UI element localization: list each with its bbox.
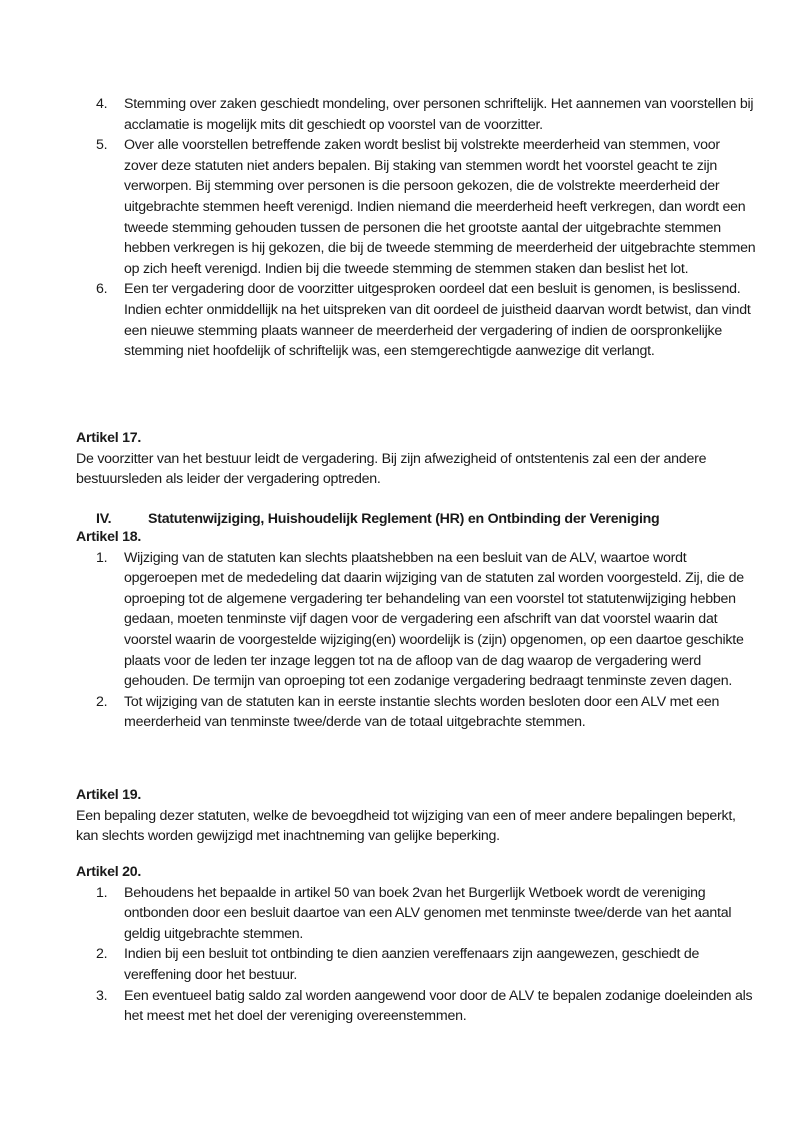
item-number: 2. <box>96 946 108 963</box>
article-20 <box>76 862 756 1027</box>
list-item <box>76 986 756 1027</box>
item-number: 6. <box>96 281 108 298</box>
list-item <box>76 692 756 733</box>
article-heading: Artikel 17. <box>76 430 142 446</box>
item-text: Een eventueel batig saldo zal worden aangewend voor door de ALV te bepalen zodanige doeleinden als het meest met het doel der vereniging overeenstemmen. <box>124 987 753 1025</box>
item-text: Behoudens het bepaalde in artikel 50 van boek 2van het Burgerlijk Wetboek wordt de vereniging ontbonden door een besluit daartoe van een ALV genomen met tenminste twee/derde van het aantal geldig uitgebrachte stemmen. <box>124 884 732 942</box>
item-number: 1. <box>96 549 108 566</box>
list-item <box>76 883 756 945</box>
item-text: Wijziging van de statuten kan slechts plaatshebben na een besluit van de ALV, waartoe wordt opgeroepen met de mededeling dat daarin wijziging van de statuten zal worden voorgesteld. Zij, die de oproeping tot de algemene vergadering ter behandeling van een voorstel tot statutenwijziging hebben gedaan, moeten tenminste vijf dagen voor de vergadering een afschrift van dat voorstel waarin dat voorstel waarin de voorgestelde wijziging(en) woordelijk is (zijn) opgenomen, op een daartoe geschikte plaats voor de leden ter inzage leggen tot na de afloop van de dag waarop de vergadering werd gehouden. De termijn van oproeping tot een zodanige vergadering bedraagt tenminste zeven dagen. <box>124 549 744 690</box>
list-item <box>76 279 756 361</box>
item-number: 2. <box>96 693 108 710</box>
article-19 <box>76 785 756 847</box>
article-heading: Artikel 20. <box>76 864 142 880</box>
article-text: Een bepaling dezer statuten, welke de bevoegdheid tot wijziging van een of meer andere bepalingen beperkt, kan slechts worden gewijzigd met inachtneming van gelijke beperking. <box>76 807 736 845</box>
article-heading: Artikel 18. <box>76 529 142 545</box>
item-text: Indien bij een besluit tot ontbinding te dien aanzien vereffenaars zijn aangewezen, geschiedt de vereffening door het bestuur. <box>124 946 700 983</box>
item-text: Stemming over zaken geschiedt mondeling, over personen schriftelijk. Het aannemen van voorstellen bij acclamatie is mogelijk mits dit geschiedt op voorstel van de voorzitter. <box>124 96 754 133</box>
list-item <box>76 135 756 279</box>
list-item <box>76 944 756 985</box>
article-text: De voorzitter van het bestuur leidt de vergadering. Bij zijn afwezigheid of ontstentenis zal een der andere bestuursleden als leider der vergadering optreden. <box>76 450 707 488</box>
list-item <box>76 94 756 135</box>
item-text: Een ter vergadering door de voorzitter uitgesproken oordeel dat een besluit is genomen, is beslissend. <box>124 281 741 298</box>
list-item <box>76 548 756 692</box>
article-18 <box>76 527 756 733</box>
section-title: Statutenwijziging, Huishoudelijk Reglement (HR) en Ontbinding der Vereniging <box>148 511 660 527</box>
item-text-continued: Indien echter onmiddellijk na het uitspreken van dit oordeel de juistheid daarvan wordt betwist, dan vindt een nieuwe stemming plaats wanneer de meerderheid der vergadering of indien de oorspronkelijke stemming niet hoofdelijk of schriftelijk was, een stemgerechtigde aanwezige dit verlangt. <box>124 301 751 360</box>
item-number: 5. <box>96 137 108 154</box>
article-heading: Artikel 19. <box>76 787 142 803</box>
section-number: IV. <box>96 511 112 527</box>
item-number: 3. <box>96 987 108 1004</box>
item-number: 1. <box>96 884 108 901</box>
article-17 <box>76 428 756 490</box>
item-text: Tot wijziging van de statuten kan in eerste instantie slechts worden besloten door een ALV met een meerderheid van tenminste twee/derde van de totaal uitgebrachte stemmen. <box>124 693 720 731</box>
item-text: Over alle voorstellen betreffende zaken wordt beslist bij volstrekte meerderheid van stemmen, voor zover deze statuten niet anders bepalen. Bij staking van stemmen wordt het voorstel geacht te zijn verworpen. Bij stemming over personen is die persoon gekozen, die de volstrekte meerderheid der uitgebrachte stemmen heeft verenigd. Indien niemand die meerderheid heeft verkregen, dan wordt een tweede stemming gehouden tussen de personen die het grootste aantal der uitgebrachte stemmen hebben verkregen is hij gekozen, die bij de tweede stemming de meerderheid der uitgebrachte stemmen op zich heeft verenigd. Indien bij die tweede stemming de stemmen staken dan beslist het lot. <box>124 137 756 277</box>
item-number: 4. <box>96 96 108 112</box>
article-16-continuation <box>76 94 756 362</box>
